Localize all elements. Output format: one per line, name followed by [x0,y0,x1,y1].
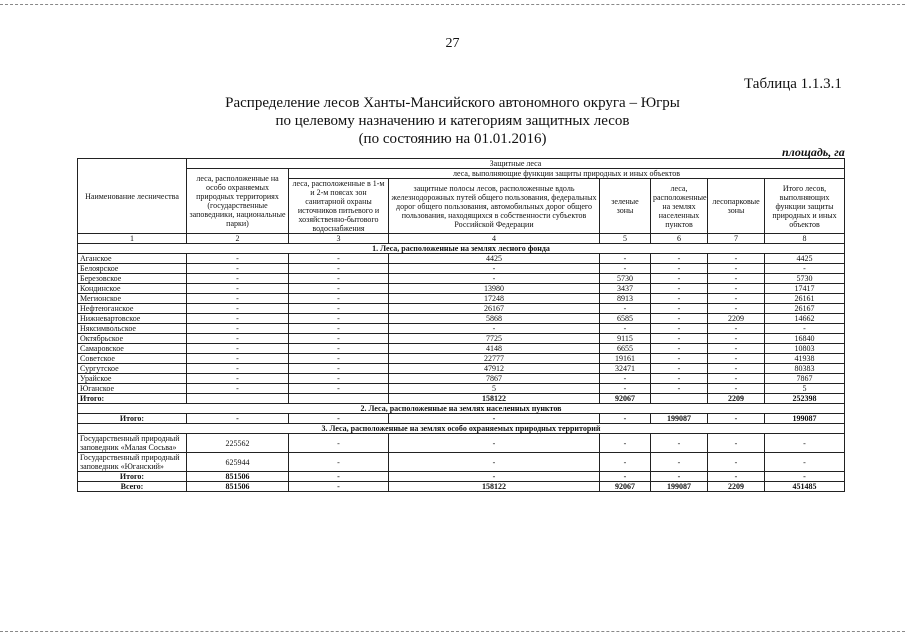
cell-value: - [708,384,765,394]
cell-value: - [187,374,289,384]
cell-value: - [289,364,389,374]
cell-value: - [600,374,651,384]
header-protection-functions: леса, выполняющие функции защиты природных и иных объектов [289,169,845,179]
table-row [78,384,845,394]
units-label: площадь, га [782,145,845,159]
cell-value: - [651,254,708,264]
cell-value: - [289,284,389,294]
cell-value: - [708,434,765,453]
cell-value: 47912 [389,364,600,374]
title-line: (по состоянию на 01.01.2016) [358,131,547,147]
cell-value: 2209 [708,394,765,404]
cell-value: - [389,453,600,472]
cell-value: - [708,254,765,264]
cell-value: 4425 [389,254,600,264]
row-label: Кондинское [78,284,187,294]
cell-value: 4425 [765,254,845,264]
cell-value: - [289,354,389,364]
cell-value: - [651,294,708,304]
table-row [78,294,845,304]
row-label: Итого: [78,472,187,482]
cell-value: - [708,364,765,374]
title-line: по целевому назначению и категориям защитных лесов [275,113,630,129]
section-heading [78,404,845,414]
cell-value: 252398 [765,394,845,404]
table-row [78,482,845,492]
cell-value: 158122 [389,482,600,492]
forest-distribution-table [77,158,845,492]
cell-value: 7725 [389,334,600,344]
cell-value: 625944 [187,453,289,472]
cell-value: 5 [389,384,600,394]
cell-value: - [289,472,389,482]
cell-value: - [389,414,600,424]
cell-value: - [289,453,389,472]
cell-value: 26161 [765,294,845,304]
column-number: 1 [78,234,187,244]
section-title: 2. Леса, расположенные на землях населенных пунктов [78,404,845,414]
row-label: Итого: [78,394,187,404]
row-label: Государственный природный заповедник «Малая Сосьва» [78,434,187,453]
cell-value: 41938 [765,354,845,364]
cell-value: - [651,324,708,334]
cell-value: - [651,314,708,324]
cell-value: - [651,472,708,482]
cell-value: - [187,334,289,344]
cell-value: - [708,374,765,384]
row-label: Государственный природный заповедник «Юганский» [78,453,187,472]
cell-value: - [289,324,389,334]
header-green-zones: зеленые зоны [600,179,651,234]
cell-value: - [389,264,600,274]
cell-value: - [600,472,651,482]
cell-value: - [708,284,765,294]
cell-value: 451485 [765,482,845,492]
table-row [78,284,845,294]
cell-value: - [289,264,389,274]
scan-edge-top [0,4,905,5]
cell-value: 5730 [600,274,651,284]
cell-value: - [289,254,389,264]
cell-value: - [708,354,765,364]
cell-value: - [600,264,651,274]
cell-value [187,394,289,404]
cell-value: 3437 [600,284,651,294]
cell-value: - [187,414,289,424]
cell-value: 92067 [600,482,651,492]
cell-value: - [651,284,708,294]
cell-value: - [187,264,289,274]
header-special-territories: леса, расположенные на особо охраняемых природных территориях (государственные заповедники, национальные парки) [187,169,289,234]
cell-value: 26167 [389,304,600,314]
cell-value: 80383 [765,364,845,374]
row-label: Всего: [78,482,187,492]
cell-value: - [187,344,289,354]
section-heading [78,424,845,434]
cell-value: 10803 [765,344,845,354]
table-row [78,354,845,364]
cell-value: 19161 [600,354,651,364]
cell-value: 5868 [389,314,600,324]
cell-value: - [708,414,765,424]
cell-value: - [289,304,389,314]
cell-value: - [289,334,389,344]
table-row [78,274,845,284]
cell-value: 92067 [600,394,651,404]
cell-value: 17417 [765,284,845,294]
cell-value: 7867 [389,374,600,384]
header-park-zones: лесопарковые зоны [708,179,765,234]
column-number: 6 [651,234,708,244]
cell-value: - [651,274,708,284]
cell-value: - [389,324,600,334]
title-line: Распределение лесов Ханты-Мансийского автономного округа – Югры [225,95,680,111]
row-label: Юганское [78,384,187,394]
table-row [78,344,845,354]
cell-value: - [600,324,651,334]
cell-value: 199087 [651,414,708,424]
cell-value: - [765,472,845,482]
cell-value: - [600,304,651,314]
cell-value: 5730 [765,274,845,284]
table-row [78,254,845,264]
cell-value: 6655 [600,344,651,354]
cell-value: - [600,434,651,453]
row-label: Самаровское [78,344,187,354]
column-number: 5 [600,234,651,244]
cell-value: 32471 [600,364,651,374]
table-row [78,324,845,334]
cell-value: - [708,472,765,482]
cell-value: - [651,374,708,384]
cell-value: - [187,304,289,314]
section-heading [78,244,845,254]
header-name: Наименование лесничества [78,159,187,234]
cell-value: 13980 [389,284,600,294]
cell-value: - [708,274,765,284]
row-label: Березовское [78,274,187,284]
cell-value: 6585 [600,314,651,324]
cell-value: - [187,274,289,284]
cell-value: 158122 [389,394,600,404]
cell-value: 851506 [187,472,289,482]
cell-value: 22777 [389,354,600,364]
table-row [78,364,845,374]
cell-value: - [187,254,289,264]
row-label: Сургутское [78,364,187,374]
cell-value: - [765,453,845,472]
header-settlements: леса, расположенные на землях населенных пунктов [651,179,708,234]
cell-value: 851506 [187,482,289,492]
cell-value: - [651,334,708,344]
row-label: Нижневартовское [78,314,187,324]
cell-value: - [289,374,389,384]
cell-value: - [765,434,845,453]
cell-value: - [187,314,289,324]
cell-value: - [708,453,765,472]
table-row [78,304,845,314]
section-title: 3. Леса, расположенные на землях особо охраняемых природных территорий [78,424,845,434]
cell-value: - [289,434,389,453]
cell-value: - [651,304,708,314]
scan-edge-bottom [0,631,905,632]
column-number: 8 [765,234,845,244]
cell-value: - [289,414,389,424]
cell-value: 225562 [187,434,289,453]
column-number: 7 [708,234,765,244]
column-number: 3 [289,234,389,244]
cell-value: - [708,334,765,344]
cell-value: - [187,354,289,364]
cell-value: - [187,364,289,374]
cell-value: - [708,294,765,304]
row-label: Белоярское [78,264,187,274]
cell-value: - [187,284,289,294]
cell-value: - [651,453,708,472]
row-label: Нефтеюганское [78,304,187,314]
cell-value: - [765,264,845,274]
page-number: 27 [445,36,460,51]
cell-value: 8913 [600,294,651,304]
table-number: Таблица 1.1.3.1 [744,76,842,92]
cell-value: - [708,304,765,314]
column-number: 2 [187,234,289,244]
cell-value: - [651,384,708,394]
row-label: Няксимвольское [78,324,187,334]
cell-value: - [289,294,389,304]
cell-value: - [600,384,651,394]
cell-value: - [651,344,708,354]
cell-value: 199087 [765,414,845,424]
section-title: 1. Леса, расположенные на землях лесного фонда [78,244,845,254]
cell-value: - [600,254,651,264]
table-row [78,264,845,274]
table-row [78,394,845,404]
cell-value: - [600,414,651,424]
table-row [78,472,845,482]
table-row [78,374,845,384]
cell-value: 2209 [708,482,765,492]
cell-value: 4148 [389,344,600,354]
row-label: Итого: [78,414,187,424]
header-protective: Защитные леса [187,159,845,169]
cell-value: - [187,294,289,304]
cell-value: - [389,472,600,482]
table-row [78,434,845,453]
header-water-zones: леса, расположенные в 1-м и 2-м поясах зон санитарной охраны источников питьевого и хозяйственно-бытового водоснабжения [289,179,389,234]
column-number: 4 [389,234,600,244]
cell-value: 16840 [765,334,845,344]
row-label: Советское [78,354,187,364]
row-label: Урайское [78,374,187,384]
table-row [78,334,845,344]
cell-value: 2209 [708,314,765,324]
cell-value: - [289,344,389,354]
cell-value: - [187,384,289,394]
table-row [78,414,845,424]
cell-value: 9115 [600,334,651,344]
cell-value: 14662 [765,314,845,324]
cell-value: - [289,274,389,284]
cell-value [289,394,389,404]
cell-value: - [289,384,389,394]
table-title [0,94,905,148]
row-label: Мегионское [78,294,187,304]
row-label: Аганское [78,254,187,264]
table-row [78,453,845,472]
cell-value: - [289,482,389,492]
cell-value: - [289,314,389,324]
cell-value [651,394,708,404]
cell-value: - [389,434,600,453]
cell-value: - [765,324,845,334]
cell-value: - [651,264,708,274]
header-road-strips: защитные полосы лесов, расположенные вдоль железнодорожных путей общего пользования, федеральных дорог общего пользования, автомобильных дорог общего пользования, находящихся в собственности субъектов Российской Федерации [389,179,600,234]
cell-value: - [708,344,765,354]
cell-value: - [708,264,765,274]
cell-value: 199087 [651,482,708,492]
cell-value: - [708,324,765,334]
cell-value: - [651,434,708,453]
cell-value: 17248 [389,294,600,304]
cell-value: 7867 [765,374,845,384]
header-total: Итого лесов, выполняющих функции защиты природных и иных объектов [765,179,845,234]
cell-value: - [389,274,600,284]
cell-value: - [651,354,708,364]
cell-value: - [187,324,289,334]
cell-value: - [600,453,651,472]
cell-value: - [651,364,708,374]
cell-value: 5 [765,384,845,394]
table-row [78,314,845,324]
row-label: Октябрьское [78,334,187,344]
cell-value: 26167 [765,304,845,314]
